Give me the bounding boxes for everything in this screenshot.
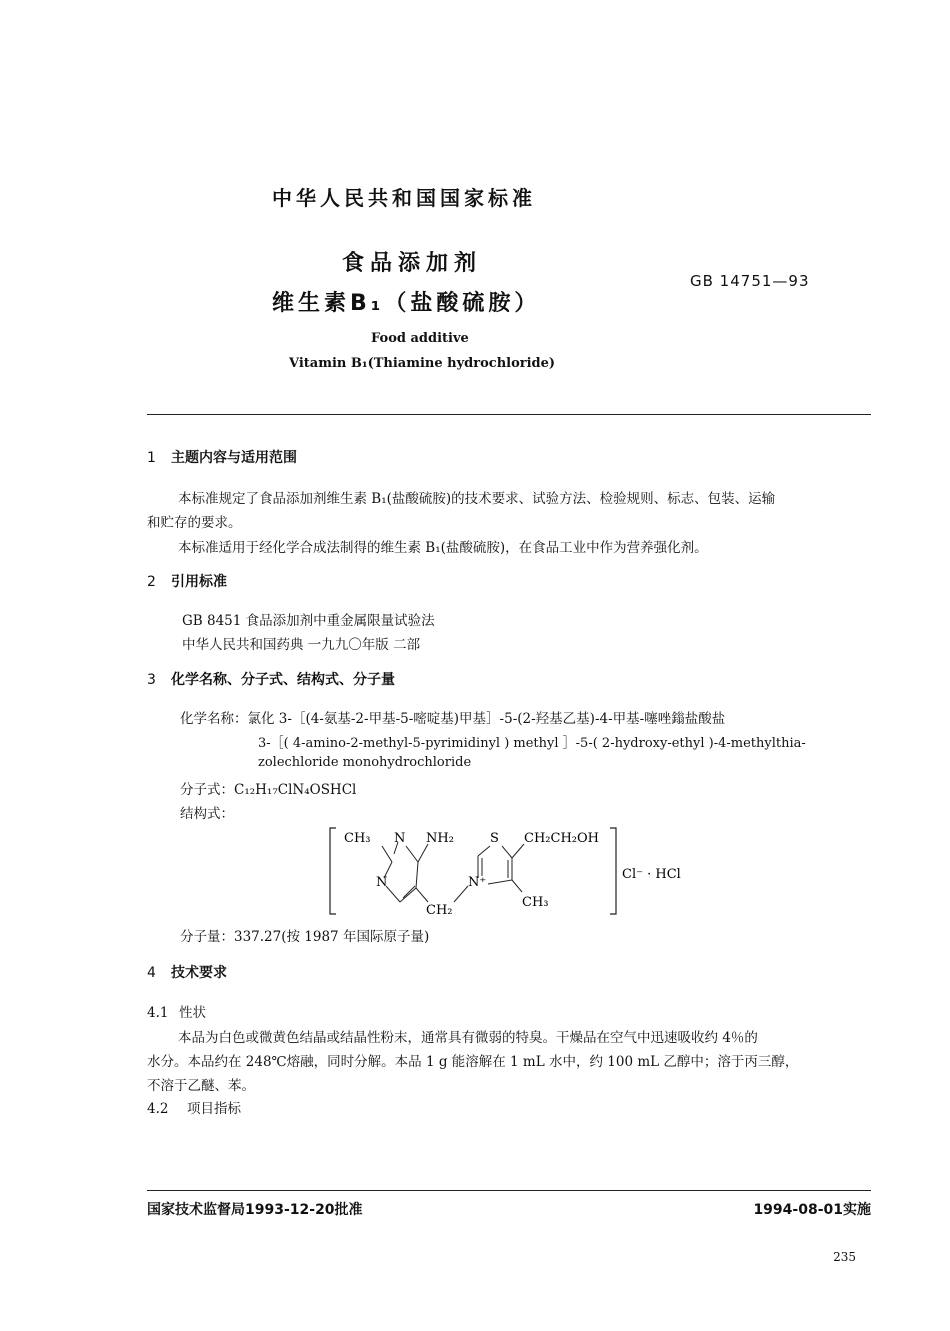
bond <box>478 846 490 856</box>
bond <box>400 888 416 902</box>
reference-item: 中华人民共和国药典 一九九〇年版 二部 <box>182 637 421 653</box>
molecular-weight: 分子量：337.27(按 1987 年国际原子量) <box>180 929 430 945</box>
subsection-4-2-heading <box>147 1097 241 1117</box>
section-1-para1-line2: 和贮存的要求。 <box>147 515 242 531</box>
bond <box>416 888 428 902</box>
section-number: 4 <box>147 965 156 981</box>
section-1-para2: 本标准适用于经化学合成法制得的维生素 B₁(盐酸硫胺)，在食品工业中作为营养强化剂。 <box>178 540 708 556</box>
gb-code: GB 14751—93 <box>690 272 810 290</box>
subsection-title: 项目指标 <box>187 1101 241 1117</box>
document-title-line1: 食品添加剂 <box>342 251 483 276</box>
structure-label-s: S <box>490 831 499 846</box>
section-2-heading <box>147 571 227 591</box>
structure-label: 结构式： <box>180 806 234 822</box>
page-number: 235 <box>833 1250 856 1264</box>
structure-label-ch3: CH₃ <box>344 831 371 846</box>
bond <box>454 886 468 902</box>
section-title: 主题内容与适用范围 <box>171 450 297 466</box>
subsection-number: 4.1 <box>147 1005 169 1021</box>
approval-date: 国家技术监督局1993-12-20批准 <box>147 1202 363 1218</box>
section-title: 化学名称、分子式、结构式、分子量 <box>171 672 395 688</box>
section-title: 技术要求 <box>171 965 227 981</box>
section-1-para1-line1: 本标准规定了食品添加剂维生素 B₁(盐酸硫胺)的技术要求、试验方法、检验规则、标志、包装、运输 <box>178 491 776 507</box>
subsection-title: 性状 <box>179 1005 206 1021</box>
section-number: 3 <box>147 672 156 688</box>
subsection-number: 4.2 <box>147 1101 169 1117</box>
structure-label-ch2: CH₂ <box>426 903 453 918</box>
structure-label-ch2ch2oh: CH₂CH₂OH <box>524 831 599 846</box>
english-title-line1: Food additive <box>371 331 469 346</box>
section-3-heading <box>147 669 395 689</box>
right-bracket <box>610 828 616 914</box>
bond <box>403 886 415 898</box>
english-title-line2: Vitamin B₁(Thiamine hydrochloride) <box>289 356 556 371</box>
section-4-heading <box>147 962 227 982</box>
bond <box>488 880 512 884</box>
section-title: 引用标准 <box>171 574 227 590</box>
header-divider <box>147 414 871 415</box>
molecular-formula: 分子式：C₁₂H₁₇ClN₄OSHCl <box>180 782 357 798</box>
structure-label-counterion: Cl⁻ · HCl <box>622 867 681 882</box>
effective-date: 1994-08-01实施 <box>753 1202 871 1218</box>
bond <box>502 846 512 858</box>
section-number: 2 <box>147 574 156 590</box>
bond <box>418 844 428 862</box>
bond <box>406 846 418 862</box>
section-number: 1 <box>147 450 156 466</box>
description-line2: 水分。本品约在 248℃熔融，同时分解。本品 1 g 能溶解在 1 mL 水中，约 100 mL 乙醇中；溶于丙三醇， <box>147 1054 799 1070</box>
reference-item: GB 8451 食品添加剂中重金属限量试验法 <box>182 613 435 629</box>
footer-divider <box>147 1190 871 1191</box>
structure-label-ch3-ring: CH₃ <box>522 895 549 910</box>
structure-label-nh2: NH₂ <box>426 831 454 846</box>
bond <box>386 886 400 902</box>
bond <box>512 844 524 858</box>
section-1-heading <box>147 447 297 467</box>
bond <box>512 880 522 892</box>
bond <box>382 846 392 862</box>
subsection-4-1-heading <box>147 1001 206 1021</box>
structure-label-n-ring: N <box>376 875 388 890</box>
chemical-name-en-line1: 3-［( 4-amino-2-methyl-5-pyrimidinyl ) methyl ］-5-( 2-hydroxy-ethyl )-4-methylthia- <box>258 736 806 751</box>
chemical-name-en-line2: zolechloride monohydrochloride <box>258 755 472 770</box>
structure-label-n-plus: N⁺ <box>468 875 487 890</box>
left-bracket <box>330 828 336 914</box>
description-line1: 本品为白色或微黄色结晶或结晶性粉末，通常具有微弱的特臭。干燥品在空气中迅速吸收约 4％的 <box>178 1030 758 1046</box>
structural-formula <box>320 818 720 926</box>
bond <box>416 862 418 888</box>
chemical-name-cn: 化学名称：氯化 3-［(4-氨基-2-甲基-5-嘧啶基)甲基］-5-(2-羟基乙基)-4-甲基-噻唑鎓盐酸盐 <box>180 711 726 727</box>
national-standard-heading: 中华人民共和国国家标准 <box>272 186 536 210</box>
description-line3: 不溶于乙醚、苯。 <box>147 1078 255 1094</box>
structure-label-n: N <box>394 831 406 846</box>
document-title-line2: 维生素B₁（盐酸硫胺） <box>272 291 541 316</box>
